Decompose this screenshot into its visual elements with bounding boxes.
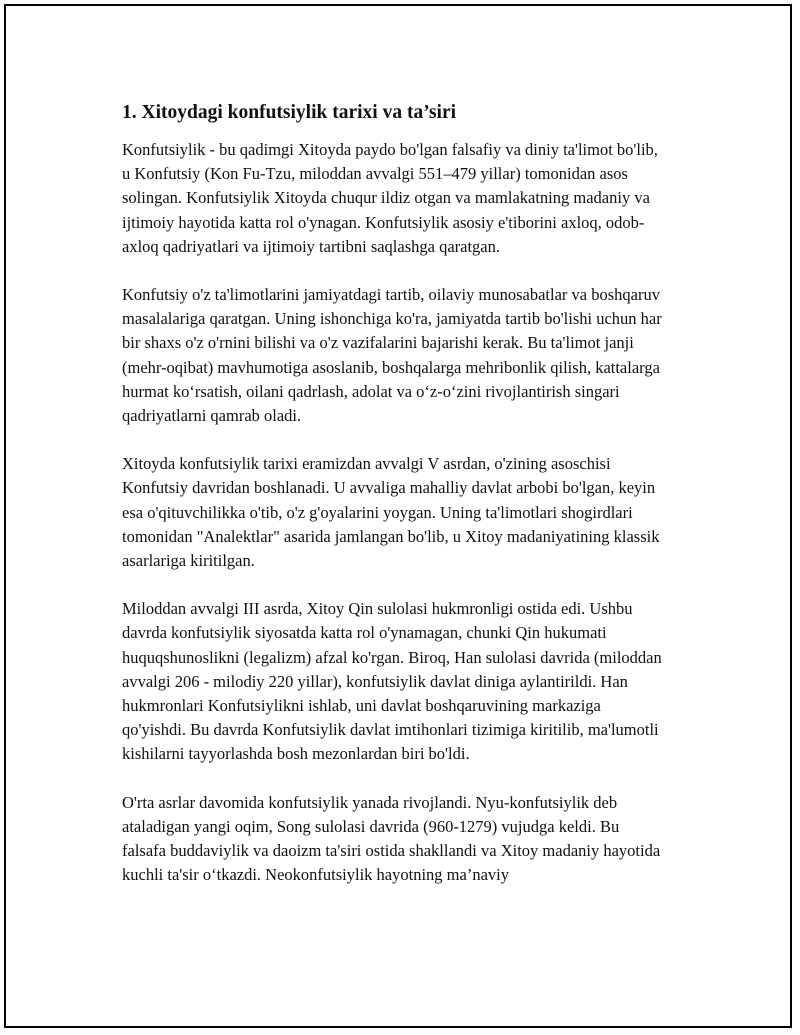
paragraph-1: Konfutsiylik - bu qadimgi Xitoyda paydo bo'lgan falsafiy va diniy ta'limot bo'lib, u Konfutsiy (Kon Fu-Tzu, miloddan avvalgi 551–479 yillar) tomonidan asos solingan. Konfutsiylik Xitoyda chuqur ildiz otgan va mamlakatning madaniy va ijtimoiy hayotida katta rol o'ynagan. Konfutsiylik asosiy e'tiborini axloq, odob-axloq qadriyatlari va ijtimoiy tartibni saqlashga qaratgan.: [122, 140, 658, 256]
paragraph-3: Xitoyda konfutsiylik tarixi eramizdan avvalgi V asrdan, o'zining asoschisi Konfutsiy davridan boshlanadi. U avvaliga mahalliy davlat arbobi bo'lgan, keyin esa o'qituvchilikka o'tib, o'z g'oyalarini yoygan. Uning ta'limotlari shogirdlari tomonidan "Analektlar" asarida jamlangan bo'lib, u Xitoy madaniyatining klassik asarlariga kiritilgan.: [122, 454, 660, 571]
paragraph-2: Konfutsiy o'z ta'limotlarini jamiyatdagi tartib, oilaviy munosabatlar va boshqaruv masalalariga qaratgan. Uning ishonchiga ko'ra, jamiyatda tartib bo'lishi uchun har bir shaxs o'z o'rnini bilishi va o'z vazifalarini bajarishi kerak. Bu ta'limot janji (mehr-oqibat) mavhumotiga asoslanib, boshqalarga mehribonlik qilish, kattalarga hurmat ko‘rsatish, oilani qadrlash, adolat va o‘z-o‘zini rivojlantirish singari qadriyatlarni qamrab oladi.: [122, 285, 662, 426]
page-frame: [4, 4, 792, 1028]
section-heading: 1. Xitoydagi konfutsiylik tarixi va ta’siri: [122, 102, 457, 123]
paragraph-4: Miloddan avvalgi III asrda, Xitoy Qin sulolasi hukmronligi ostida edi. Ushbu davrda konfutsiylik siyosatda katta rol o'ynamagan, chunki Qin hukumati huquqshunoslikni (legalizm) afzal ko'rgan. Biroq, Han sulolasi davrida (miloddan avvalgi 206 - milodiy 220 yillar), konfutsiylik davlat diniga aylantirildi. Han hukmronlari Konfutsiylikni ishlab, uni davlat boshqaruvining markaziga qo'yishdi. Bu davrda Konfutsiylik davlat imtihonlari tizimiga kiritilib, ma'lumotli kishilarni tayyorlashda bosh mezonlardan biri bo'ldi.: [122, 599, 662, 764]
paragraph-5: O'rta asrlar davomida konfutsiylik yanada rivojlandi. Nyu-konfutsiylik deb ataladigan yangi oqim, Song sulolasi davrida (960-1279) vujudga keldi. Bu falsafa buddaviylik va daoizm ta'siri ostida shakllandi va Xitoy madaniy hayotida kuchli ta'sir o‘tkazdi. Neokonfutsiylik hayotning ma’naviy: [122, 792, 661, 885]
document-body: [122, 99, 662, 911]
